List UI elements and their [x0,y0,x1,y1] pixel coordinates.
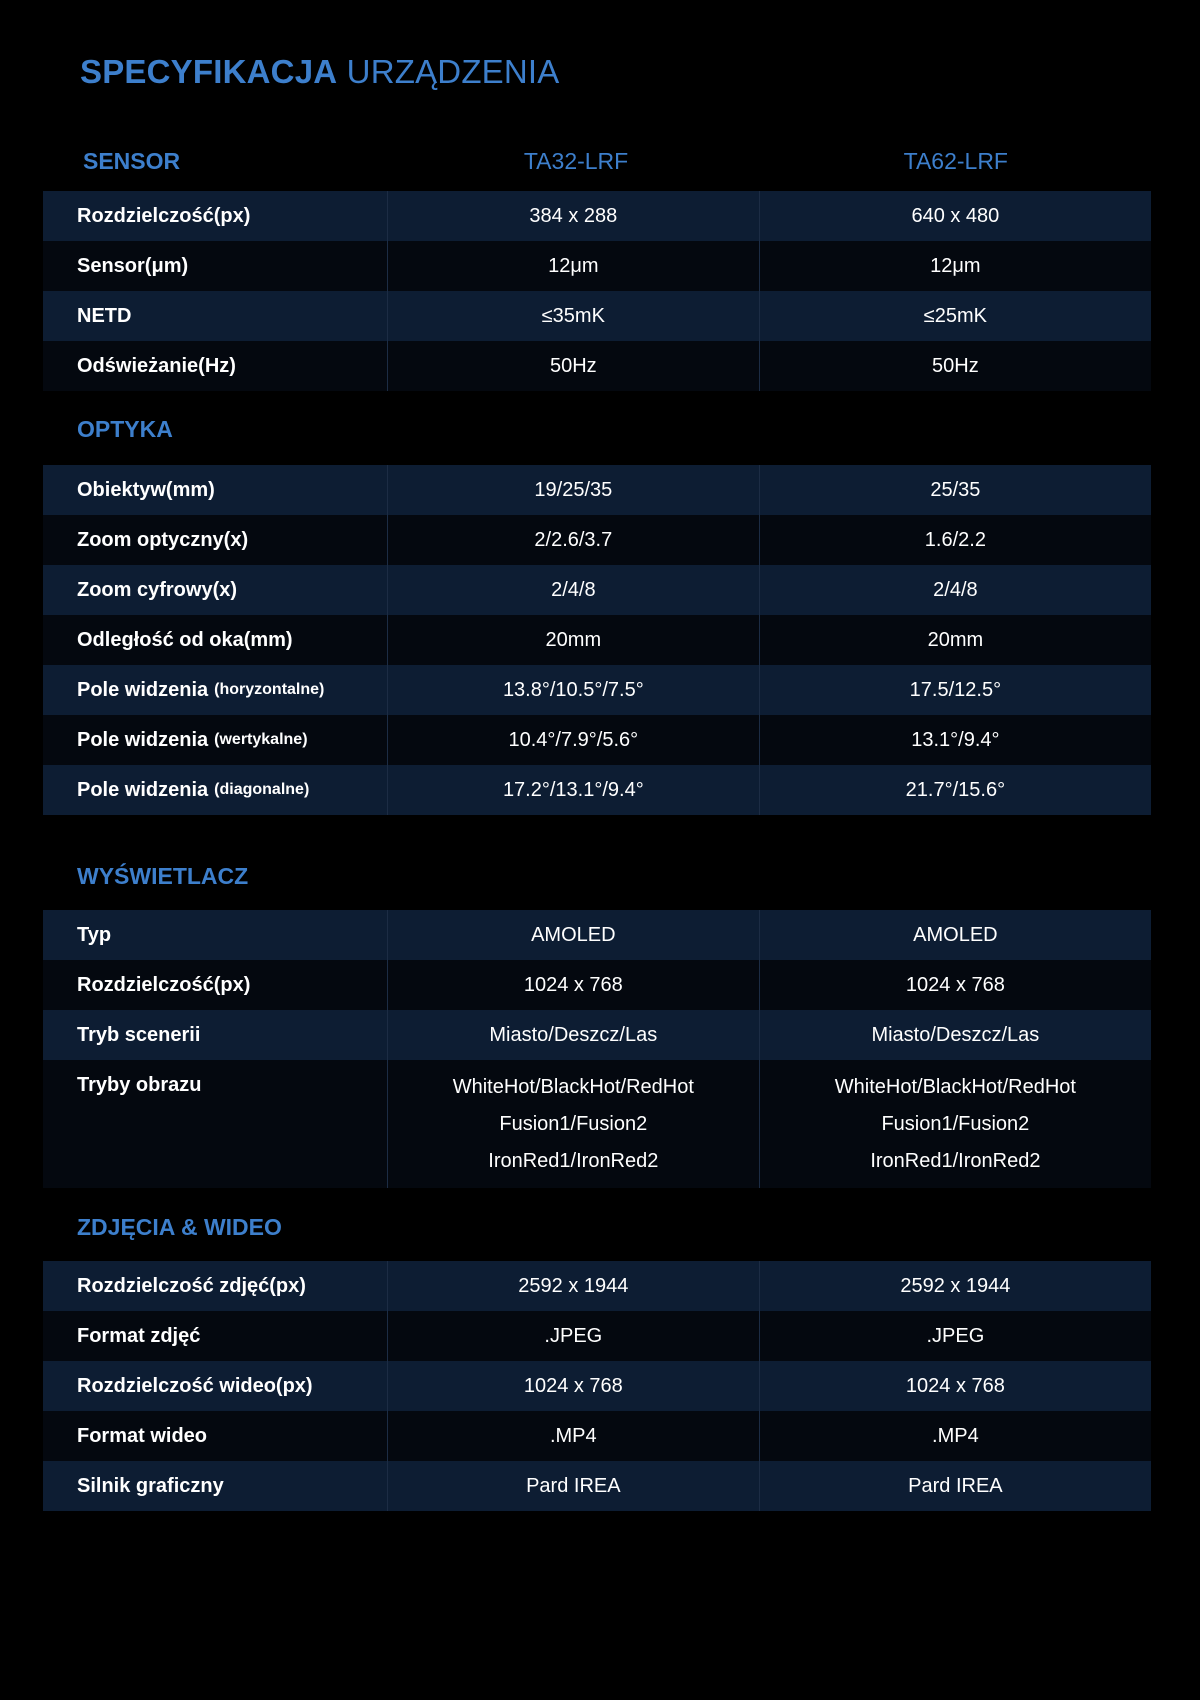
value-ta62: 2592 x 1944 [759,1261,1151,1311]
value-ta32: 2/4/8 [387,565,759,615]
table-row [43,715,1151,765]
header-sensor-label: SENSOR [83,147,181,174]
table-row [43,191,1151,241]
row-label-main: Pole widzenia [77,778,209,801]
value-ta32: 17.2°/13.1°/9.4° [387,765,759,815]
header-model-ta32: TA32-LRF [523,147,629,174]
value-ta32: 50Hz [387,341,759,391]
value-ta32: 384 x 288 [387,191,759,241]
value-ta62: 13.1°/9.4° [759,715,1151,765]
row-label-main: Obiektyw(mm) [77,478,215,501]
value-ta62: 17.5/12.5° [759,665,1151,715]
value-ta62: .MP4 [759,1411,1151,1461]
mode-line: WhiteHot/BlackHot/RedHot [452,1075,694,1098]
row-label [43,615,387,665]
table-row [43,765,1151,815]
row-label: Format zdjęć [77,1324,201,1347]
row-label: Rozdzielczość zdjęć(px) [77,1274,306,1297]
table-row [43,615,1151,665]
optyka-table [43,465,1151,815]
row-label: Typ [77,923,112,946]
value-ta62: 21.7°/15.6° [759,765,1151,815]
row-label [43,515,387,565]
page-title [80,50,560,94]
table-row [43,291,1151,341]
table-row [43,241,1151,291]
zdjecia-table [43,1261,1151,1511]
value-ta32: 1024 x 768 [387,960,759,1010]
value-ta62: 12μm [759,241,1151,291]
value-ta32: 20mm [387,615,759,665]
value-ta32: .MP4 [387,1411,759,1461]
value-ta32: Miasto/Deszcz/Las [387,1010,759,1060]
row-label-sub: (wertykalne) [214,731,308,748]
table-row [43,1010,1151,1060]
row-label [43,565,387,615]
row-label [43,665,387,715]
row-label: Silnik graficzny [77,1474,224,1497]
row-label: Rozdzielczość(px) [77,973,251,996]
row-label-sub: (diagonalne) [214,781,310,798]
table-row [43,565,1151,615]
value-ta32: 12μm [387,241,759,291]
value-ta32: 13.8°/10.5°/7.5° [387,665,759,715]
table-row [43,1361,1151,1411]
row-label-main: Pole widzenia [77,678,209,701]
value-ta62: Miasto/Deszcz/Las [759,1010,1151,1060]
row-label: Sensor(μm) [77,254,189,277]
row-label [43,765,387,815]
sensor-table [43,191,1151,391]
row-label-main: Pole widzenia [77,728,209,751]
mode-line: Fusion1/Fusion2 [881,1112,1030,1135]
row-label-main: Zoom optyczny(x) [77,528,249,551]
value-ta32: 2592 x 1944 [387,1261,759,1311]
row-label [43,715,387,765]
value-ta62: 1.6/2.2 [759,515,1151,565]
value-ta62: .JPEG [759,1311,1151,1361]
table-row [43,515,1151,565]
section-title-wyswietlacz: WYŚWIETLACZ [77,863,249,889]
mode-line: WhiteHot/BlackHot/RedHot [834,1075,1076,1098]
wyswietlacz-table [43,910,1151,1188]
row-label-sub: (horyzontalne) [214,681,325,698]
row-label: Format wideo [77,1424,208,1447]
table-row [43,465,1151,515]
row-label: NETD [77,304,132,327]
row-label-main: Zoom cyfrowy(x) [77,578,238,601]
value-ta32: 19/25/35 [387,465,759,515]
table-row [43,960,1151,1010]
row-label: Rozdzielczość(px) [77,204,251,227]
table-header [43,138,1151,184]
value-ta62: Pard IREA [759,1461,1151,1511]
section-title-zdjecia: ZDJĘCIA & WIDEO [77,1214,282,1240]
row-label: Rozdzielczość wideo(px) [77,1374,313,1397]
value-ta32: ≤35mK [387,291,759,341]
value-ta32: .JPEG [387,1311,759,1361]
value-ta62: 20mm [759,615,1151,665]
table-row [43,1311,1151,1361]
value-ta62: 2/4/8 [759,565,1151,615]
value-ta62 [759,1060,1151,1188]
value-ta32: 2/2.6/3.7 [387,515,759,565]
value-ta62: 50Hz [759,341,1151,391]
value-ta62: 1024 x 768 [759,1361,1151,1411]
mode-line: IronRed1/IronRed2 [870,1149,1041,1172]
row-label: Tryby obrazu [77,1074,202,1096]
table-row [43,1261,1151,1311]
table-row [43,1461,1151,1511]
value-ta32: 1024 x 768 [387,1361,759,1411]
table-row [43,1411,1151,1461]
mode-line: IronRed1/IronRed2 [488,1149,659,1172]
row-label: Tryb scenerii [77,1023,201,1046]
row-label: Odświeżanie(Hz) [77,354,236,377]
page-title-rest: URZĄDZENIA [346,53,560,90]
table-row [43,341,1151,391]
value-ta62: 640 x 480 [759,191,1151,241]
value-ta62: ≤25mK [759,291,1151,341]
value-ta32: 10.4°/7.9°/5.6° [387,715,759,765]
value-ta62: 25/35 [759,465,1151,515]
value-ta32: AMOLED [387,910,759,960]
value-ta32 [387,1060,759,1188]
row-label [43,465,387,515]
value-ta62: 1024 x 768 [759,960,1151,1010]
table-row [43,665,1151,715]
section-title-optyka: OPTYKA [77,416,173,442]
row-label-main: Odległość od oka(mm) [77,628,293,651]
value-ta32: Pard IREA [387,1461,759,1511]
mode-line: Fusion1/Fusion2 [499,1112,648,1135]
table-row [43,1060,1151,1188]
page-title-bold: SPECYFIKACJA [80,53,338,90]
value-ta62: AMOLED [759,910,1151,960]
header-model-ta62: TA62-LRF [903,147,1008,174]
table-row [43,910,1151,960]
